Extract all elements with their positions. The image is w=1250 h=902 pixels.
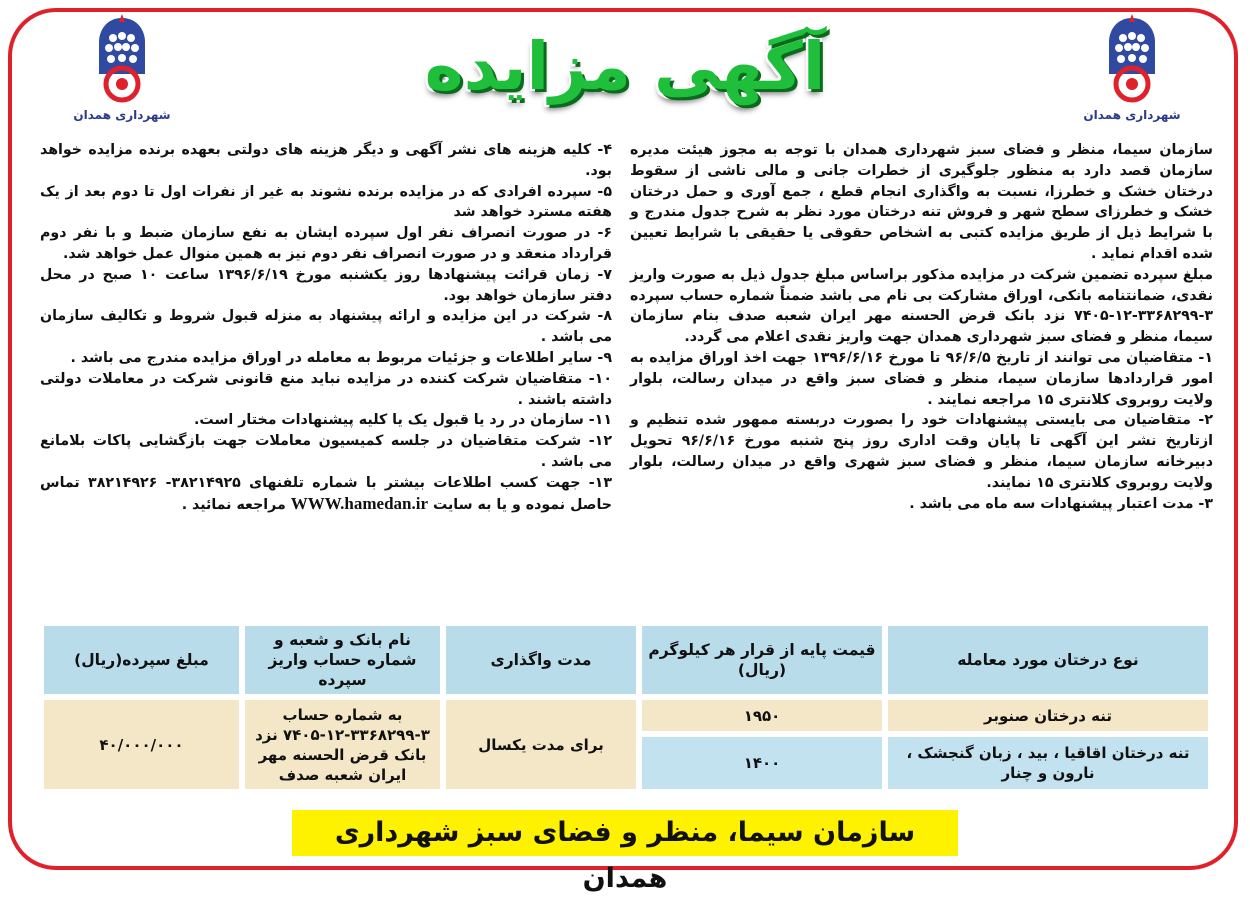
tree-type-cell: تنه درختان صنوبر: [888, 700, 1208, 730]
condition-item: ۴- کلیه هزینه های نشر آگهی و دیگر هزینه های دولتی بعهده برنده مزایده خواهد بود.: [40, 142, 612, 179]
municipality-emblem-icon: [1097, 14, 1167, 106]
contact-text: ۱۳- جهت کسب اطلاعات بیشتر با شماره تلفنهای ۳۸۲۱۴۹۲۵- ۳۸۲۱۴۹۲۶ تماس حاصل نموده و یا به سایت: [40, 474, 612, 513]
condition-item: ۹- سایر اطلاعات و جزئیات مربوط به معامله در اوراق مزایده مندرج می باشد .: [70, 349, 612, 366]
condition-item: ۱۲- شرکت متقاضیان در جلسه کمیسیون معاملات جهت بازگشایی پاکات بلامانع می باشد .: [40, 433, 612, 470]
tree-type-cell: تنه درختان اقاقیا ، بید ، زبان گنجشک ، نارون و چنار: [888, 737, 1208, 789]
logo-left: [66, 14, 178, 132]
duration-cell: برای مدت یکسال: [446, 700, 636, 789]
logo-right: [1076, 14, 1188, 132]
notice-body-right: [630, 140, 1213, 514]
header-deposit: مبلغ سپرده(ریال): [44, 626, 239, 694]
footer-banner: سازمان سیما، منظر و فضای سبز شهرداری همدان: [292, 810, 958, 856]
condition-item: ۳- مدت اعتبار پیشنهادات سه ماه می باشد .: [909, 495, 1213, 512]
table-header-row: [44, 626, 1208, 694]
bank-cell: به شماره حساب ۳-۳۳۶۸۲۹۹-۱۲-۷۴۰۵ نزد بانک قرض الحسنه مهر ایران شعبه صدف: [245, 700, 440, 789]
header-bank-account: نام بانک و شعبه و شماره حساب واریز سپرده: [245, 626, 440, 694]
notice-body-left: [40, 140, 612, 515]
intro-paragraph: سازمان سیما، منظر و فضای سبز شهرداری همدان با توجه به مجوز هیئت مدیره سازمان قصد دارد به منظور جلوگیری از خطرات جانی و مالی ناشی از سقوط درختان خشک و خطرزا، نسبت به واگذاری انجام قطع ، جمع آوری و حمل درختان خشک و خطرزای سطح شهر و فروش تنه درختان مورد نظر به شرح جدول مندرج و با شرایط ذیل از طریق مزایده کتبی به اشخاص حقوقی یا حقیقی با شرایط تعیین شده اقدام نماید .: [630, 142, 1213, 262]
condition-item: ۷- زمان قرائت پیشنهادها روز یکشنبه مورخ ۱۳۹۶/۶/۱۹ ساعت ۱۰ صبح در محل دفتر سازمان خواهد بود.: [40, 266, 612, 304]
condition-item: ۲- متقاضیان می بایستی پیشنهادات خود را بصورت دربسته ممهور شده تنظیم و ازتاریخ نشر این آگهی تا پایان وقت اداری روز پنج شنبه مورخ ۹۶/۶/۱۶ تحویل دبیرخانه سازمان سیما، منظر و فضای سبز شهری واقع در میدان رسالت، بلوار ولایت روبروی کلانتری ۱۵ نمایند.: [630, 412, 1213, 491]
condition-item: ۱۰- متقاضیان شرکت کننده در مزایده نباید منع قانونی شرکت در معاملات دولتی داشته باشند .: [40, 370, 612, 408]
condition-item: ۵- سپرده افرادی که در مزایده برنده نشوند به غیر از نفرات اول تا دوم بعد از یک هفته مسترد خواهد شد: [40, 183, 612, 221]
website-link[interactable]: WWW.hamedan.ir: [290, 493, 428, 513]
municipality-emblem-icon: [87, 14, 157, 106]
condition-item: ۱- متقاضیان می توانند از تاریخ ۹۶/۶/۵ تا مورخ ۱۳۹۶/۶/۱۶ جهت اخذ اوراق مزایده به امور قراردادها سازمان سیما، منظر و فضای سبز واقع در میدان رسالت، بلوار ولایت روبروی کلانتری ۱۵ مراجعه نمایند .: [630, 349, 1213, 408]
header-tree-type: نوع درختان مورد معامله: [888, 626, 1208, 694]
contact-suffix: مراجعه نمائید .: [181, 496, 286, 513]
logo-caption: شهرداری همدان: [73, 108, 171, 122]
logo-caption: شهرداری همدان: [1083, 108, 1181, 122]
deposit-paragraph: مبلغ سپرده تضمین شرکت در مزایده مذکور براساس مبلغ جدول ذیل به صورت واریز نقدی، ضمانتنامه بانکی، اوراق مشارکت بی نام می باشد ضمناً شماره حساب سپرده ۳-۳۳۶۸۲۹۹-۱۲-۷۴۰۵ نزد بانک قرض الحسنه مهر ایران شعبه صدف بنام سازمان سیما، منظر و فضای سبز شهرداری همدان جهت واریز نقدی اعلام می گردد.: [630, 266, 1213, 346]
table-row: [44, 700, 1208, 730]
header-base-price: قیمت پایه از قرار هر کیلوگرم (ریال): [642, 626, 882, 694]
deposit-cell: ۴۰/۰۰۰/۰۰۰: [44, 700, 239, 789]
condition-item: ۱۱- سازمان در رد یا قبول یک یا کلیه پیشنهادات مختار است.: [194, 412, 612, 429]
condition-item: ۸- شرکت در این مزایده و ارائه پیشنهاد به منزله قبول شروط و تکالیف سازمان می باشد .: [40, 308, 612, 346]
condition-item: ۶- در صورت انصراف نفر اول سپرده ایشان به نفع سازمان ضبط و با نفر دوم قرارداد منعقد و در صورت انصراف نفر دوم نیز به همین منوال عمل خواهد شد.: [40, 225, 612, 262]
contact-item: [40, 473, 612, 516]
auction-table: [38, 620, 1214, 795]
price-cell: ۱۹۵۰: [642, 700, 882, 730]
price-cell: ۱۴۰۰: [642, 737, 882, 789]
page-title: آگهی مزایده: [424, 28, 826, 105]
header-duration: مدت واگذاری: [446, 626, 636, 694]
